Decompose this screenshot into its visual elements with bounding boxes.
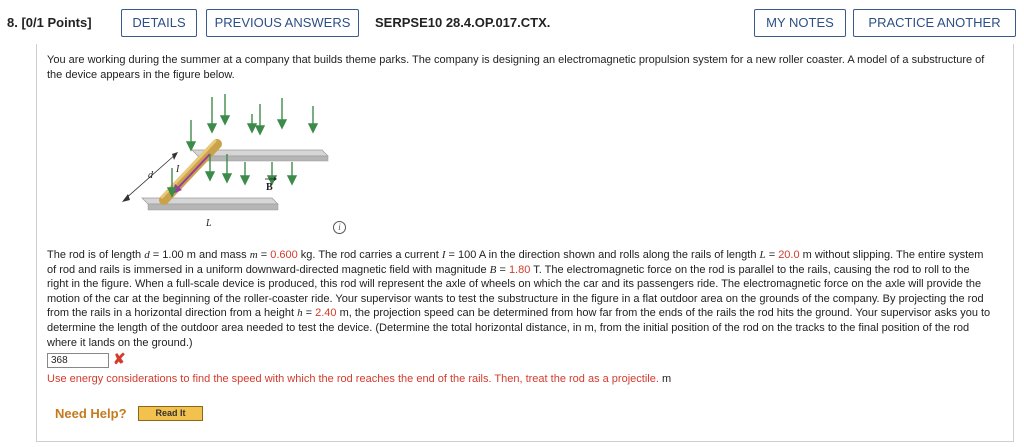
question-number: 8. [0/1 Points] xyxy=(7,15,92,30)
info-icon[interactable]: i xyxy=(333,221,346,234)
back-rail-side xyxy=(198,156,328,161)
label-I: I xyxy=(176,164,180,175)
read-it-button[interactable]: Read It xyxy=(138,406,203,421)
my-notes-button[interactable]: MY NOTES xyxy=(754,9,846,37)
incorrect-icon: ✘ xyxy=(113,351,126,368)
magnetic-field-arrows xyxy=(168,94,317,196)
intro-text: You are working during the summer at a company that builds theme parks. The company is designing an electromagnetic propulsion system for a new roller coaster. A model of a substructure of the device appears in the figure below. xyxy=(47,54,985,81)
answer-unit: m xyxy=(661,373,672,385)
need-help-label: Need Help? xyxy=(55,406,127,421)
feedback-hint: Use energy considerations to find the speed with which the rod reaches the end of the rails. Then, treat the rod as a projectile. xyxy=(47,373,659,385)
problem-code: SERPSE10 28.4.OP.017.CTX. xyxy=(375,15,551,30)
field-value: 1.80 xyxy=(508,263,531,276)
rod-rails-figure xyxy=(112,92,352,232)
label-L: L xyxy=(206,218,212,229)
question-header xyxy=(0,0,1024,46)
previous-answers-button[interactable]: PREVIOUS ANSWERS xyxy=(206,9,359,37)
answer-input[interactable]: 368 xyxy=(47,353,109,368)
height-value: 2.40 xyxy=(315,307,337,320)
feedback xyxy=(47,372,671,386)
front-rail-side xyxy=(148,204,278,210)
length-value: 20.0 xyxy=(778,249,800,261)
problem-text: The rod is of length d = 1.00 m and mass m = 0.600 kg. The rod carries a current I = 100 A in the direction shown and rolls along the rails of length L = 20.0 m without slipping. The entire system of rod and rails is immersed in a uniform downward-directed magnetic field with magnitude B = 1.80 T. The electromagnetic force on the rod is parallel to the rails, causing the rod to roll to the right in the figure. When a full-scale device is produced, this rod will represent the axle of wheels on which the car and its passengers ride. The electromagnetic force on the axle will provide the motion of the car at the beginning of the roller-coaster ride. Your supervisor wants to test the substructure in the figure in a flat outdoor area on the grounds of the company. By projecting the rod from the rails in a horizontal direction from a height h = 2.40 m, the projection speed can be determined from how far from the ends of the rails the rod hits the ground. Your supervisor asks you to determine the length of the outdoor area needed to test the device. (Determine the total horizontal distance, in m, from the initial position of the rod on the tracks to the final position of the rod where it lands on the ground.) xyxy=(47,249,991,349)
details-button[interactable]: DETAILS xyxy=(121,9,197,37)
mass-value: 0.600 xyxy=(270,249,298,261)
practice-another-button[interactable]: PRACTICE ANOTHER xyxy=(853,9,1016,37)
current-arrow xyxy=(176,154,210,190)
label-B: B xyxy=(266,182,273,193)
label-d: d xyxy=(148,170,153,181)
